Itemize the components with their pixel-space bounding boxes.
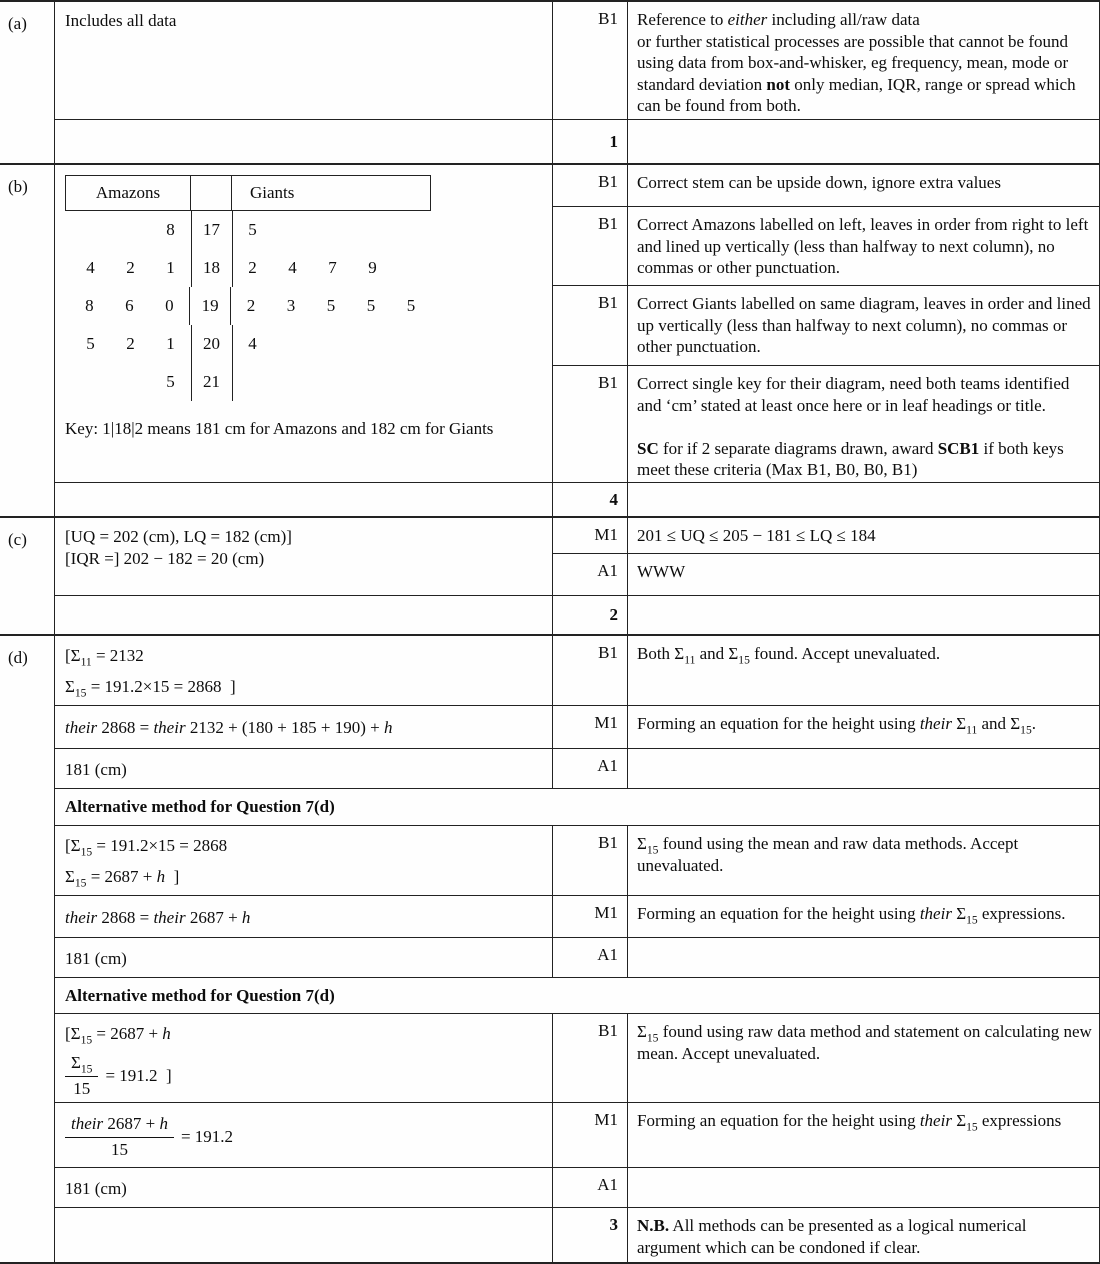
mark-code: B1 [598, 1021, 618, 1040]
leaf-value: 5 [166, 372, 175, 391]
part-a-total-cell [553, 120, 628, 165]
part-b-mark-cell-2 [553, 207, 628, 286]
comment-text: Correct Giants labelled on same diagram, leaves in order and lined up vertically (less than halfway to next column), no commas or other punctuation. [637, 294, 1091, 356]
stem-leaf-row [65, 249, 431, 287]
mark-code: M1 [594, 525, 618, 544]
part-a-answer-cell [55, 2, 553, 120]
d2-answer-cell [55, 938, 553, 978]
mark-code: A1 [597, 1175, 618, 1194]
giants-leaves [231, 287, 431, 325]
mark-code: B1 [598, 373, 618, 392]
leaf-value: 4 [288, 258, 297, 277]
mark-code: B1 [598, 214, 618, 233]
mark-code: M1 [594, 903, 618, 922]
amazons-leaves [67, 363, 192, 401]
stem-leaf-key: Key: 1|18|2 means 181 cm for Amazons and 182 cm for Giants [65, 419, 494, 438]
amazons-leaves [67, 211, 192, 249]
answer-text: 181 (cm) [65, 760, 127, 779]
part-b-label [0, 165, 55, 518]
comment-text: Correct Amazons labelled on left, leaves in order from right to left and lined up vertically (less than halfway to next column), no commas or other punctuation. [637, 215, 1089, 277]
d1-setup-cell [55, 636, 553, 706]
fraction-rhs: = 191.2 [180, 1126, 234, 1146]
part-b-answer-cell [55, 165, 553, 483]
d1-answer-cell [55, 749, 553, 789]
d1-comment-cell-a1 [628, 749, 1100, 789]
giants-leaves [233, 249, 432, 287]
part-c-total-cell [553, 596, 628, 636]
alt-method-title: Alternative method for Question 7(d) [65, 797, 335, 816]
leaf-value: 7 [328, 258, 337, 277]
d3-mark-cell-a1 [553, 1168, 628, 1208]
stem-value: 18 [192, 249, 233, 287]
total-marks: 4 [609, 489, 618, 509]
fraction [65, 1052, 98, 1099]
leaf-value: 9 [368, 258, 377, 277]
leaf-value: 0 [165, 296, 174, 315]
leaf-value: 6 [125, 296, 134, 315]
stem-and-leaf-diagram [65, 175, 431, 401]
d2-setup-cell [55, 826, 553, 896]
alt-method-header-2 [55, 978, 1100, 1014]
d1-mark-cell-a1 [553, 749, 628, 789]
mark-code: B1 [598, 833, 618, 852]
comment-text: Both $\Sigma_{11}$ and $\Sigma_{15}$ found. Accept unevaluated. [637, 644, 941, 667]
fraction-expression [65, 1052, 544, 1099]
comment-text: Forming an equation for the height using their $\Sigma_{15}$ expressions. [637, 904, 1066, 927]
stem-header [191, 176, 232, 210]
stem-leaf-row [65, 325, 431, 363]
working-text: [$\Sigma_{11} = 2132$ $\Sigma_{15} = 191.2\times 15 = 2868$ ] [65, 646, 236, 700]
d2-mark-cell-m1 [553, 896, 628, 938]
fraction [65, 1113, 174, 1160]
part-c-total-comment-cell [628, 596, 1100, 636]
part-label-text: (d) [8, 648, 28, 667]
d1-comment-cell-m1 [628, 706, 1100, 749]
part-a-total-comment-cell [628, 120, 1100, 165]
part-a-label [0, 2, 55, 165]
part-c-label [0, 518, 55, 636]
d3-mark-cell-m1 [553, 1103, 628, 1168]
fraction-numerator: their 2687 + h [65, 1113, 174, 1138]
part-b-comment-cell-2 [628, 207, 1100, 286]
comment-text: Reference to either including all/raw data or further statistical processes are possible that cannot be found using data from box-and-whisker, eg frequency, mean, mode or standard deviation not only median, IQR, range or spread which can be found from both. [637, 10, 1076, 115]
leaf-value: 8 [166, 220, 175, 239]
comment-text: Forming an equation for the height using their $\Sigma_{15}$ expressions [637, 1111, 1062, 1134]
mark-code: B1 [598, 9, 618, 28]
stem-leaf-body [65, 211, 431, 401]
d3-comment-cell-b1 [628, 1014, 1100, 1103]
mark-code: M1 [594, 1110, 618, 1129]
mark-code: A1 [597, 756, 618, 775]
d3-answer-cell [55, 1168, 553, 1208]
part-c-mark-cell-1 [553, 518, 628, 554]
part-b-mark-cell-3 [553, 286, 628, 366]
working-text: their 2868 = their 2687 + h [65, 908, 251, 927]
d3-mark-cell-b1 [553, 1014, 628, 1103]
alt-method-header-1 [55, 789, 1100, 826]
answer-text: [UQ = 202 (cm), LQ = 182 (cm)] [IQR =] 202 − 182 = 20 (cm) [65, 527, 292, 568]
final-note-cell [628, 1208, 1100, 1262]
stem-leaf-row [65, 363, 431, 401]
leaf-value: 8 [85, 296, 94, 315]
note-text: N.B. All methods can be presented as a logical numerical argument which can be condoned if clear. [637, 1216, 1027, 1257]
part-b-total-cell [553, 483, 628, 518]
part-b-mark-cell-1 [553, 165, 628, 207]
amazons-header: Amazons [66, 176, 191, 210]
part-b-total-comment-cell [628, 483, 1100, 518]
part-b-comment-cell-1 [628, 165, 1100, 207]
working-text: their 2868 = their 2132 + (180 + 185 + 190) + h [65, 718, 393, 737]
part-b-comment-cell-4 [628, 366, 1100, 483]
leaf-value: 2 [126, 258, 135, 277]
working-text: [$\Sigma_{15} = 191.2\times 15 = 2868$ $\Sigma_{15} = 2687 + h$ ] [65, 836, 228, 890]
d2-comment-cell-a1 [628, 938, 1100, 978]
leaf-value: 1 [166, 258, 175, 277]
fraction-numerator: $\Sigma_{15}$ [65, 1052, 98, 1077]
leaf-value: 5 [248, 220, 257, 239]
d2-equation-cell [55, 896, 553, 938]
part-label-text: (c) [8, 530, 27, 549]
part-c-comment-cell-1 [628, 518, 1100, 554]
stem-leaf-row [65, 287, 431, 325]
giants-leaves [233, 211, 432, 249]
total-marks: 3 [609, 1215, 618, 1234]
part-c-empty-cell [55, 596, 553, 636]
amazons-leaves [67, 325, 192, 363]
part-b-mark-cell-4 [553, 366, 628, 483]
leaf-value: 5 [86, 334, 95, 353]
leaf-value: 3 [286, 296, 296, 315]
amazons-leaves [67, 287, 191, 325]
giants-header: Giants [250, 183, 295, 202]
mark-code: B1 [598, 643, 618, 662]
part-a-empty-cell [55, 120, 553, 165]
comment-text: 201 ≤ UQ ≤ 205 − 181 ≤ LQ ≤ 184 [637, 526, 876, 545]
stem-leaf-header [65, 175, 431, 211]
answer-text: 181 (cm) [65, 1179, 127, 1198]
part-c-comment-cell-2 [628, 554, 1100, 596]
d1-comment-cell-b1 [628, 636, 1100, 706]
d1-mark-cell-b1 [553, 636, 628, 706]
stem-value: 19 [190, 287, 231, 325]
comment-text: Forming an equation for the height using their $\Sigma_{11}$ and $\Sigma_{15}$. [637, 714, 1036, 737]
giants-leaves [233, 325, 432, 363]
fraction-rhs: = 191.2 ] [105, 1065, 172, 1085]
leaf-value: 5 [406, 296, 416, 315]
fraction-denominator: 15 [73, 1078, 91, 1098]
answer-text: Includes all data [65, 11, 177, 30]
fraction-expression [65, 1113, 544, 1160]
part-c-answer-cell [55, 518, 553, 596]
final-total-cell [553, 1208, 628, 1262]
part-c-mark-cell-2 [553, 554, 628, 596]
mark-code: B1 [598, 172, 618, 191]
final-empty-cell [55, 1208, 553, 1262]
stem-value: 21 [192, 363, 233, 401]
d3-equation-cell [55, 1103, 553, 1168]
leaf-value: 2 [246, 296, 256, 315]
part-a-comment-cell [628, 2, 1100, 120]
d3-comment-cell-a1 [628, 1168, 1100, 1208]
answer-text: 181 (cm) [65, 949, 127, 968]
fraction-denominator: 15 [110, 1139, 128, 1159]
leaf-value: 4 [248, 334, 257, 353]
d1-equation-cell [55, 706, 553, 749]
total-marks: 1 [609, 131, 618, 151]
total-marks: 2 [609, 605, 618, 624]
part-label-text: (a) [8, 14, 27, 33]
amazons-leaves [67, 249, 192, 287]
comment-text: Correct single key for their diagram, need both teams identified and ‘cm’ stated at least once here or in leaf headings or title. SC for if 2 separate diagrams drawn, award SCB1 if both keys meet these criteria (Max B1, B0, B0, B1) [637, 374, 1070, 479]
d1-mark-cell-m1 [553, 706, 628, 749]
d3-comment-cell-m1 [628, 1103, 1100, 1168]
leaf-value: 2 [248, 258, 257, 277]
alt-method-title: Alternative method for Question 7(d) [65, 986, 335, 1005]
mark-code: A1 [597, 561, 618, 580]
part-label-text: (b) [8, 177, 28, 196]
d2-comment-cell-b1 [628, 826, 1100, 896]
comment-text: Correct stem can be upside down, ignore extra values [637, 173, 1001, 192]
d2-mark-cell-a1 [553, 938, 628, 978]
mark-code: M1 [594, 713, 618, 732]
mark-code: B1 [598, 293, 618, 312]
d2-comment-cell-m1 [628, 896, 1100, 938]
part-b-comment-cell-3 [628, 286, 1100, 366]
part-d-label [0, 636, 55, 1262]
comment-text: WWW [637, 562, 686, 581]
comment-text: $\Sigma_{15}$ found using the mean and raw data methods. Accept unevaluated. [637, 834, 1019, 875]
leaf-value: 2 [126, 334, 135, 353]
leaf-value: 5 [326, 296, 336, 315]
comment-text: $\Sigma_{15}$ found using raw data method and statement on calculating new mean. Accept unevaluated. [637, 1022, 1092, 1063]
d3-setup-cell [55, 1014, 553, 1103]
leaf-value: 4 [86, 258, 95, 277]
stem-value: 20 [192, 325, 233, 363]
part-b-empty-cell [55, 483, 553, 518]
stem-leaf-row [65, 211, 431, 249]
leaf-value: 5 [366, 296, 376, 315]
mark-code: A1 [597, 945, 618, 964]
leaf-value: 1 [166, 334, 175, 353]
part-a-mark-cell [553, 2, 628, 120]
giants-leaves [233, 363, 432, 401]
working-text: [$\Sigma_{15} = 2687 + h$ [65, 1024, 171, 1047]
d2-mark-cell-b1 [553, 826, 628, 896]
stem-value: 17 [192, 211, 233, 249]
